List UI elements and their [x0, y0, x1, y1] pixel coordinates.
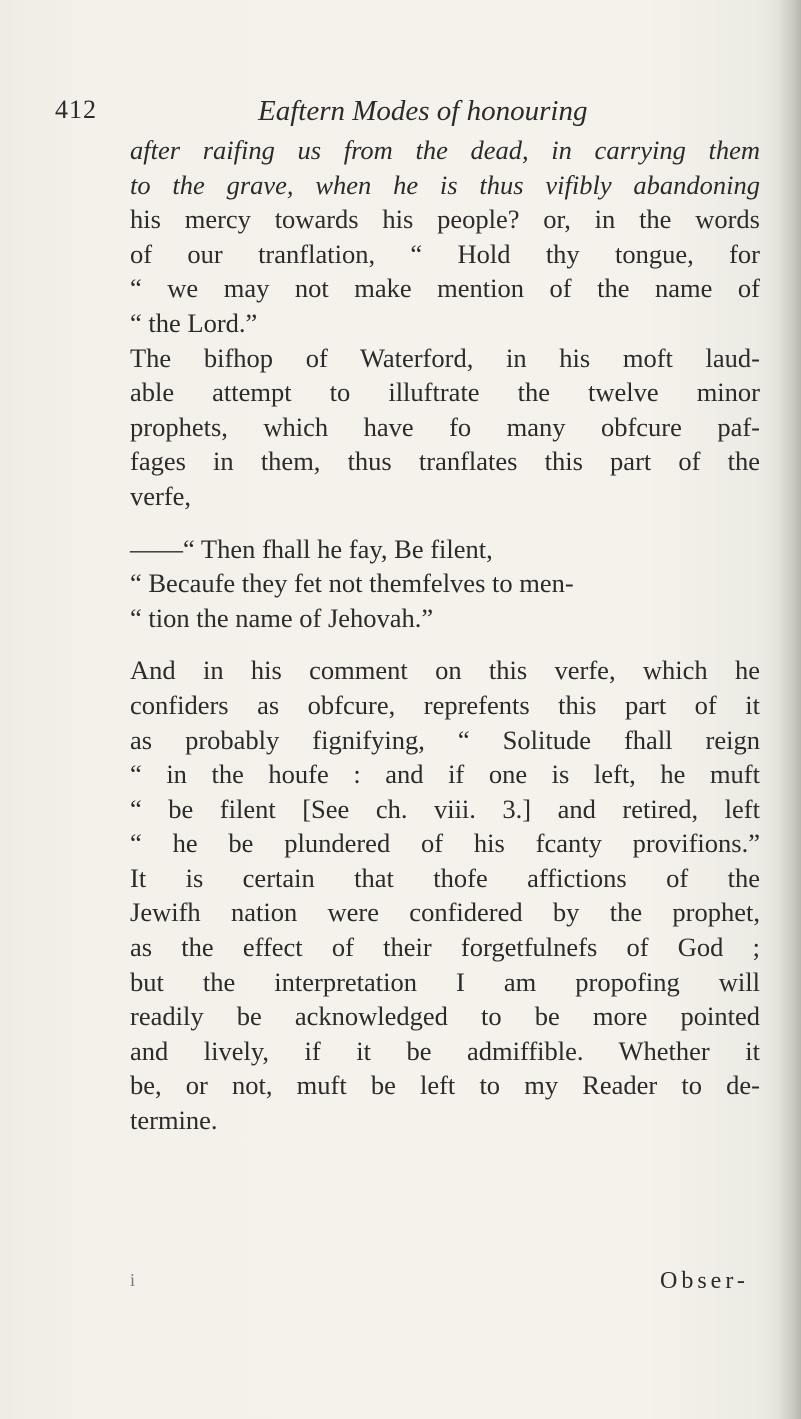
- text-line: verfe,: [130, 480, 192, 511]
- text-line: It is certain that thofe affictions of the: [130, 862, 760, 893]
- text-line: after raifing us from the dead, in carrying them: [130, 135, 760, 165]
- text-line: prophets, which have fo many obfcure paf-: [130, 411, 760, 442]
- text-line: “ in the houfe : and if one is left, he muft: [130, 759, 760, 790]
- text-line: readily be acknowledged to be more pointed: [130, 1001, 760, 1032]
- text-line: The bifhop of Waterford, in his moft laud-: [130, 342, 760, 373]
- quote-line: “ Becaufe they fet not themfelves to men-: [130, 568, 574, 599]
- text-line: And in his comment on this verfe, which he: [130, 655, 760, 686]
- paragraph-2: [130, 341, 760, 514]
- paragraph-1: [130, 133, 760, 341]
- text-line: be, or not, muft be left to my Reader to de-: [130, 1070, 760, 1101]
- quote-line: “ tion the name of Jehovah.”: [130, 602, 434, 633]
- paragraph-3: [130, 653, 760, 1137]
- page-number: 412: [55, 95, 97, 124]
- text-line: confiders as obfcure, reprefents this part of it: [130, 689, 760, 720]
- catchword: Obser-: [660, 1268, 749, 1294]
- text-line: “ the Lord.”: [130, 307, 258, 338]
- text-line: fages in them, thus tranflates this part of the: [130, 446, 760, 477]
- running-title: Eaftern Modes of honouring: [258, 95, 588, 127]
- text-line: termine.: [130, 1105, 218, 1136]
- text-line: and lively, if it be admiffible. Whether it: [130, 1035, 760, 1066]
- text-line: his mercy towards his people? or, in the words: [130, 204, 760, 235]
- text-line: of our tranflation, “ Hold thy tongue, for: [130, 238, 760, 269]
- text-line: “ he be plundered of his fcanty provifions.”: [130, 828, 760, 859]
- page-edge-shadow: [779, 0, 801, 1419]
- body-text: [130, 133, 760, 1138]
- text-line: as probably fignifying, “ Solitude fhall reign: [130, 724, 760, 755]
- text-line: as the effect of their forgetfulnefs of God ;: [130, 932, 760, 963]
- page-header: [55, 95, 755, 135]
- signature-mark: i: [130, 1270, 136, 1290]
- text-line: Jewifh nation were confidered by the prophet,: [130, 897, 760, 928]
- quote-line: ——“ Then fhall he fay, Be filent,: [130, 533, 493, 564]
- text-line: “ we may not make mention of the name of: [130, 273, 760, 304]
- block-quote: [130, 532, 760, 636]
- text-line: but the interpretation I am propofing will: [130, 966, 760, 997]
- text-line: able attempt to illuftrate the twelve minor: [130, 377, 760, 408]
- text-line: to the grave, when he is thus vifibly abandoning: [130, 169, 760, 200]
- text-line: “ be filent [See ch. viii. 3.] and retired, left: [130, 793, 760, 824]
